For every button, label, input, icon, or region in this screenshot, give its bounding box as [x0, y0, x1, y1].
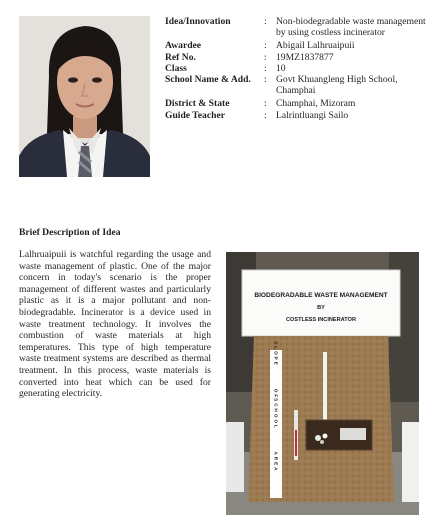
slope-label: SLOPE [273, 341, 279, 367]
separator: : [264, 40, 267, 52]
row-school [165, 74, 435, 96]
separator: : [264, 62, 267, 74]
row-idea [165, 16, 435, 38]
sign-line-3: COSTLESS INCINERATOR [285, 317, 357, 323]
guide-value: Lalrintluangi Sailo [276, 109, 349, 121]
idea-value: Non-biodegradable waste management by using costless incinerator [276, 16, 426, 39]
ref-value: 19MZ1837877 [276, 51, 334, 63]
school-label: School Name & Add. [165, 74, 251, 86]
separator: : [264, 74, 267, 86]
area-label: AREA [273, 451, 279, 473]
awardee-details [165, 16, 435, 121]
sign-line-2: BY [317, 305, 325, 311]
ref-label: Ref No. [165, 51, 196, 63]
awardee-label: Awardee [165, 40, 202, 52]
separator: : [264, 98, 267, 110]
class-value: 10 [276, 62, 286, 74]
row-guide [165, 110, 435, 121]
project-model-photo [226, 252, 419, 515]
school-value: Govt Khuangleng High School, Champhai [276, 74, 398, 97]
row-district [165, 98, 435, 109]
separator: : [264, 109, 267, 121]
awardee-photo [19, 16, 150, 177]
of-label: OF [273, 388, 279, 400]
district-label: District & State [165, 98, 230, 110]
row-class [165, 63, 435, 74]
awardee-value: Abigail Lalhruaipuii [276, 40, 355, 52]
description-body: Lalhruaipuii is watchful regarding the usage and waste management of plastic. One of the major concern in today's scenario is the proper management of different wastes and particularly plastic as it is a major pollutant and non-biodegradable. Incinerator is a device used in waste treatment technology. It involves the combustion of waste materials at high temperatures. This type of high temperature waste treatment systems are described as thermal treatment. In this process, waste materials is converted into heat which can be used for generating electricity. [19, 249, 211, 400]
district-value: Champhai, Mizoram [276, 98, 356, 110]
row-ref [165, 52, 435, 63]
separator: : [264, 51, 267, 63]
class-label: Class [165, 62, 187, 74]
row-awardee [165, 40, 435, 51]
school-area-label: SCHOOL [273, 398, 279, 430]
guide-label: Guide Teacher [165, 109, 225, 121]
idea-label: Idea/Innovation [165, 16, 231, 27]
description-heading: Brief Description of Idea [19, 227, 121, 238]
separator: : [264, 16, 267, 27]
sign-line-1: BIODEGRADABLE WASTE MANAGEMENT [254, 292, 388, 299]
